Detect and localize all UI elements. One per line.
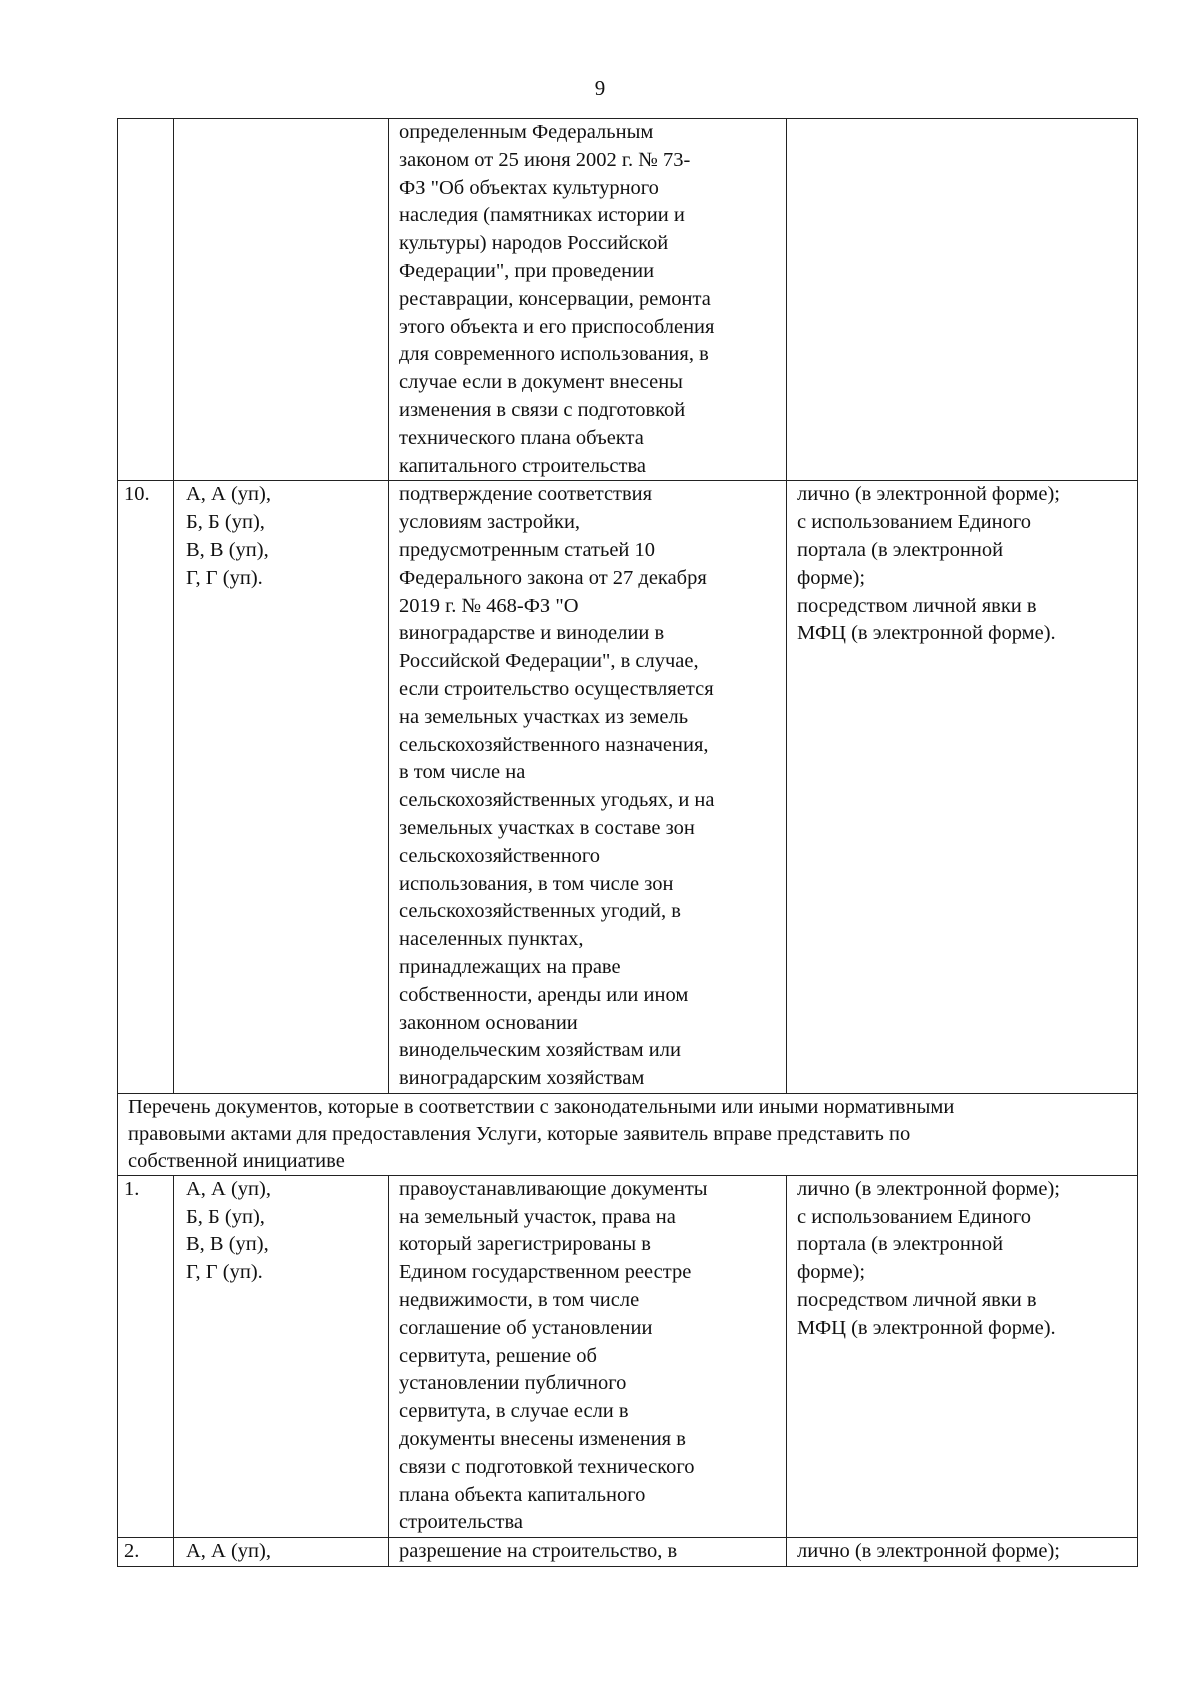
applicant-category: А, А (уп), xyxy=(186,483,271,506)
document-line: сельскохозяйственных угодьях, и на xyxy=(399,789,715,812)
document-line: для современного использования, в xyxy=(399,343,709,366)
submission-method-cell xyxy=(787,119,1138,481)
document-line: сервитута, решение об xyxy=(399,1344,597,1367)
document-line: который зарегистрированы в xyxy=(399,1233,651,1256)
applicant-category: А, А (уп), xyxy=(186,1177,271,1200)
document-line: технического плана объекта xyxy=(399,426,644,449)
method-line: лично (в электронной форме); xyxy=(797,483,1060,506)
document-line: соглашение об установлении xyxy=(399,1316,653,1339)
section-header-line: правовыми актами для предоставления Услуги, которые заявитель вправе представить по xyxy=(128,1122,911,1145)
document-line: недвижимости, в том числе xyxy=(399,1289,640,1312)
document-line: законном основании xyxy=(399,1011,578,1034)
method-line: форме); xyxy=(797,1261,866,1284)
applicant-category: В, В (уп), xyxy=(186,1233,269,1256)
row-number-cell xyxy=(118,1538,174,1567)
table-row xyxy=(118,481,1138,1094)
document-line: законом от 25 июня 2002 г. № 73- xyxy=(399,148,691,171)
row-number-cell xyxy=(118,119,174,481)
section-header-row xyxy=(118,1093,1138,1175)
method-line: лично (в электронной форме); xyxy=(797,1177,1060,1200)
document-line: условиям застройки, xyxy=(399,511,581,534)
method-line: портала (в электронной xyxy=(797,1233,1004,1256)
document-line: если строительство осуществляется xyxy=(399,677,714,700)
method-line: портала (в электронной xyxy=(797,538,1004,561)
document-description-cell xyxy=(389,1175,787,1537)
document-line: ФЗ "Об объектах культурного xyxy=(399,176,659,199)
document-line: сельскохозяйственного xyxy=(399,844,601,867)
document-line: наследия (памятниках истории и xyxy=(399,204,685,227)
method-line: с использованием Единого xyxy=(797,1205,1031,1228)
section-header-cell xyxy=(118,1093,1138,1175)
applicant-category: В, В (уп), xyxy=(186,538,269,561)
applicant-categories-cell xyxy=(174,1538,389,1567)
document-description-cell xyxy=(389,481,787,1094)
applicant-category: Г, Г (уп). xyxy=(186,566,263,589)
document-line: этого объекта и его приспособления xyxy=(399,315,715,338)
table-row xyxy=(118,1175,1138,1537)
document-line: на земельных участках из земель xyxy=(399,705,689,728)
row-number-cell xyxy=(118,1175,174,1537)
applicant-categories-cell xyxy=(174,481,389,1094)
document-line: капитального строительства xyxy=(399,454,646,477)
document-line: определенным Федеральным xyxy=(399,121,654,143)
document-line: правоустанавливающие документы xyxy=(399,1177,708,1200)
document-line: собственности, аренды или ином xyxy=(399,983,689,1006)
applicant-categories-cell xyxy=(174,119,389,481)
document-line: случае если в документ внесены xyxy=(399,371,683,394)
method-line: с использованием Единого xyxy=(797,511,1031,534)
document-line: предусмотренным статьей 10 xyxy=(399,538,656,561)
document-line: сельскохозяйственных угодий, в xyxy=(399,900,681,923)
page-number: 9 xyxy=(594,76,606,100)
document-line: установлении публичного xyxy=(399,1372,627,1395)
row-number: 1. xyxy=(124,1177,140,1200)
document-line: в том числе на xyxy=(399,761,526,784)
document-line: 2019 г. № 468-ФЗ "О xyxy=(399,594,579,617)
document-line: виноградарским хозяйствам xyxy=(399,1067,645,1090)
document-line: сельскохозяйственного назначения, xyxy=(399,733,709,756)
document-line: Федерального закона от 27 декабря xyxy=(399,566,707,589)
document-line: на земельный участок, права на xyxy=(399,1205,676,1228)
document-description-cell xyxy=(389,1538,787,1567)
document-line: связи с подготовкой технического xyxy=(399,1455,695,1478)
row-number: 2. xyxy=(124,1540,140,1563)
applicant-categories-cell xyxy=(174,1175,389,1537)
document-line: изменения в связи с подготовкой xyxy=(399,398,686,421)
document-line: виноградарстве и виноделии в xyxy=(399,622,665,645)
submission-method-cell xyxy=(787,1175,1138,1537)
document-line: Федерации", при проведении xyxy=(399,259,655,282)
method-line: лично (в электронной форме); xyxy=(797,1540,1060,1563)
row-number: 10. xyxy=(124,483,150,506)
document-line: разрешение на строительство, в xyxy=(399,1540,678,1563)
document-line: плана объекта капитального xyxy=(399,1483,646,1506)
document-description-cell xyxy=(389,119,787,481)
table-row xyxy=(118,1538,1138,1567)
document-line: реставрации, консервации, ремонта xyxy=(399,287,711,310)
method-line: МФЦ (в электронной форме). xyxy=(797,1316,1056,1339)
documents-table xyxy=(117,118,1138,1567)
document-line: принадлежащих на праве xyxy=(399,955,621,978)
method-line: МФЦ (в электронной форме). xyxy=(797,622,1056,645)
document-line: Российской Федерации", в случае, xyxy=(399,650,699,673)
applicant-category: Б, Б (уп), xyxy=(186,1205,265,1228)
document-line: сервитута, в случае если в xyxy=(399,1400,629,1423)
row-number-cell xyxy=(118,481,174,1094)
document-line: культуры) народов Российской xyxy=(399,232,669,255)
submission-method-cell xyxy=(787,481,1138,1094)
document-line: использования, в том числе зон xyxy=(399,872,674,895)
section-header-line: Перечень документов, которые в соответствии с законодательными или иными нормативными xyxy=(128,1095,955,1118)
document-line: подтверждение соответствия xyxy=(399,483,653,506)
applicant-category: А, А (уп), xyxy=(186,1540,271,1563)
applicant-category: Б, Б (уп), xyxy=(186,511,265,534)
table-row xyxy=(118,119,1138,481)
document-line: винодельческим хозяйствам или xyxy=(399,1039,681,1062)
applicant-category: Г, Г (уп). xyxy=(186,1261,263,1284)
document-line: документы внесены изменения в xyxy=(399,1428,686,1451)
method-line: форме); xyxy=(797,566,866,589)
method-line: посредством личной явки в xyxy=(797,594,1037,617)
section-header-line: собственной инициативе xyxy=(128,1149,345,1172)
submission-method-cell xyxy=(787,1538,1138,1567)
document-line: строительства xyxy=(399,1511,523,1534)
method-line: посредством личной явки в xyxy=(797,1289,1037,1312)
document-line: земельных участках в составе зон xyxy=(399,816,695,839)
document-line: Едином государственном реестре xyxy=(399,1261,692,1284)
document-line: населенных пунктах, xyxy=(399,928,584,951)
